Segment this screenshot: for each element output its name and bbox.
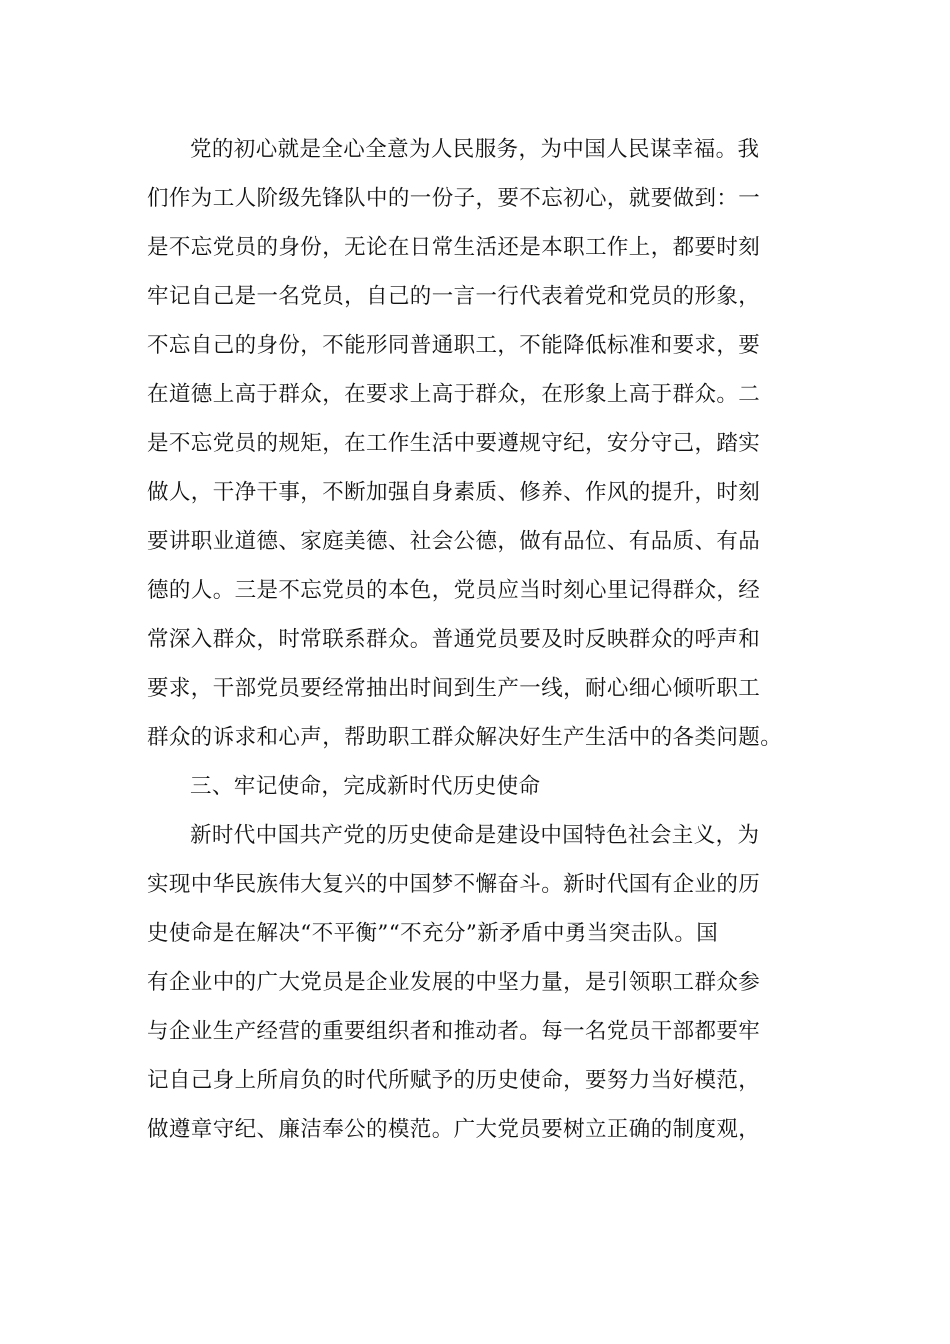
paragraph-2-line-6: 记自己身上所肩负的时代所赋予的历史使命，要努力当好模范，	[147, 1068, 761, 1093]
paragraph-2-line-4: 有企业中的广大党员是企业发展的中坚力量，是引领职工群众参	[147, 970, 761, 995]
paragraph-1-line-4: 牢记自己是一名党员，自己的一言一行代表着党和党员的形象，	[147, 284, 761, 309]
paragraph-1-line-5: 不忘自己的身份，不能形同普通职工，不能降低标准和要求，要	[147, 333, 761, 358]
paragraph-2-line-3: 史使命是在解决“不平衡”“不充分”新矛盾中勇当突击队。国	[147, 921, 719, 946]
paragraph-1-line-10: 德的人。三是不忘党员的本色，党员应当时刻心里记得群众，经	[147, 578, 761, 603]
paragraph-1-line-3: 是不忘党员的身份，无论在日常生活还是本职工作上，都要时刻	[147, 235, 761, 260]
paragraph-1-line-6: 在道德上高于群众，在要求上高于群众，在形象上高于群众。二	[147, 382, 761, 407]
paragraph-1-line-11: 常深入群众，时常联系群众。普通党员要及时反映群众的呼声和	[147, 627, 761, 652]
paragraph-1-line-1: 党的初心就是全心全意为人民服务，为中国人民谋幸福。我	[190, 137, 760, 162]
paragraph-1-line-9: 要讲职业道德、家庭美德、社会公德，做有品位、有品质、有品	[147, 529, 761, 554]
paragraph-2-line-5: 与企业生产经营的重要组织者和推动者。每一名党员干部都要牢	[147, 1019, 761, 1044]
paragraph-1-line-7: 是不忘党员的规矩，在工作生活中要遵规守纪，安分守己，踏实	[147, 431, 761, 456]
paragraph-2-line-2: 实现中华民族伟大复兴的中国梦不懈奋斗。新时代国有企业的历	[147, 872, 761, 897]
section-heading: 三、牢记使命，完成新时代历史使命	[190, 774, 541, 799]
paragraph-1-line-2: 们作为工人阶级先锋队中的一份子，要不忘初心，就要做到：一	[147, 186, 761, 211]
paragraph-1-line-13: 群众的诉求和心声，帮助职工群众解决好生产生活中的各类问题。	[147, 725, 783, 750]
paragraph-1-line-12: 要求，干部党员要经常抽出时间到生产一线，耐心细心倾听职工	[147, 676, 761, 701]
paragraph-1-line-8: 做人，干净干事，不断加强自身素质、修养、作风的提升，时刻	[147, 480, 761, 505]
paragraph-2-line-1: 新时代中国共产党的历史使命是建设中国特色社会主义，为	[190, 823, 760, 848]
paragraph-2-line-7: 做遵章守纪、廉洁奉公的模范。广大党员要树立正确的制度观，	[147, 1117, 761, 1142]
